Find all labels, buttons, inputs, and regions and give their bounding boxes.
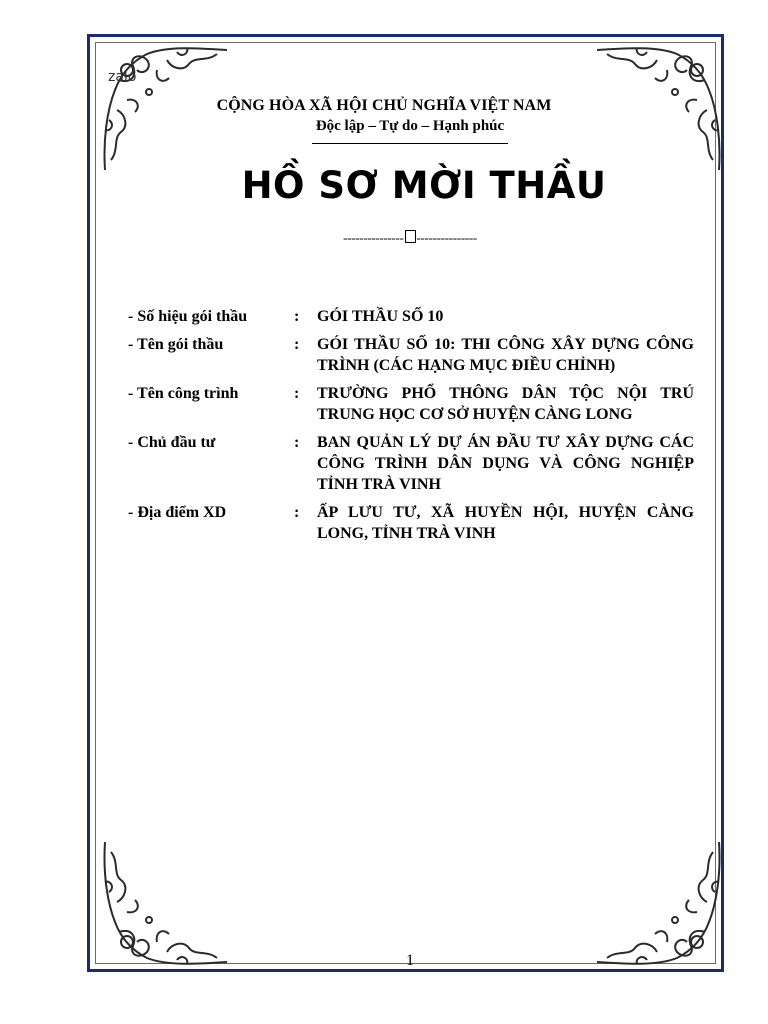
info-value: GÓI THẦU SỐ 10: THI CÔNG XÂY DỰNG CÔNG TRÌNH (CÁC HẠNG MỤC ĐIỀU CHỈNH) [317, 336, 694, 374]
document-title: HỒ SƠ MỜI THẦU [241, 164, 607, 207]
ornamental-corner-icon [587, 832, 727, 972]
info-row-project-name [128, 383, 694, 425]
national-title: CỘNG HÒA XÃ HỘI CHỦ NGHĨA VIỆT NAM [216, 97, 552, 114]
info-colon: : [294, 385, 300, 402]
info-value: ẤP LƯU TƯ, XÃ HUYỀN HỘI, HUYỆN CÀNG LONG, TỈNH TRÀ VINH [317, 504, 694, 542]
info-value: TRƯỜNG PHỔ THÔNG DÂN TỘC NỘI TRÚ TRUNG HỌC CƠ SỞ HUYỆN CÀNG LONG [317, 385, 694, 423]
info-row-package-number [128, 306, 694, 327]
motto-underline [312, 143, 508, 144]
info-label: - Số hiệu gói thầu [128, 308, 248, 325]
info-row-package-name [128, 334, 694, 376]
ornamental-corner-icon [97, 832, 237, 972]
info-colon: : [294, 308, 300, 325]
info-label: - Địa điểm XD [128, 504, 227, 521]
info-label: - Chủ đầu tư [128, 434, 216, 451]
bid-info-list [128, 306, 694, 551]
title-divider [0, 230, 768, 246]
divider-left: --------------- [343, 230, 404, 245]
page-number: 1 [406, 952, 414, 969]
divider-right: --------------- [416, 230, 477, 245]
divider-mark-icon [405, 230, 416, 243]
info-row-location [128, 502, 694, 544]
info-label: - Tên gói thầu [128, 336, 224, 353]
info-colon: : [294, 434, 300, 451]
info-colon: : [294, 504, 300, 521]
national-motto: Độc lập – Tự do – Hạnh phúc [315, 118, 505, 134]
info-colon: : [294, 336, 300, 353]
info-value: BAN QUẢN LÝ DỰ ÁN ĐẦU TƯ XÂY DỰNG CÁC CÔNG TRÌNH DÂN DỤNG VÀ CÔNG NGHIỆP TỈNH TRÀ VINH [317, 434, 694, 493]
watermark-text: zalo [108, 69, 137, 85]
info-row-investor [128, 432, 694, 495]
info-label: - Tên công trình [128, 385, 239, 402]
info-value: GÓI THẦU SỐ 10 [317, 308, 444, 325]
